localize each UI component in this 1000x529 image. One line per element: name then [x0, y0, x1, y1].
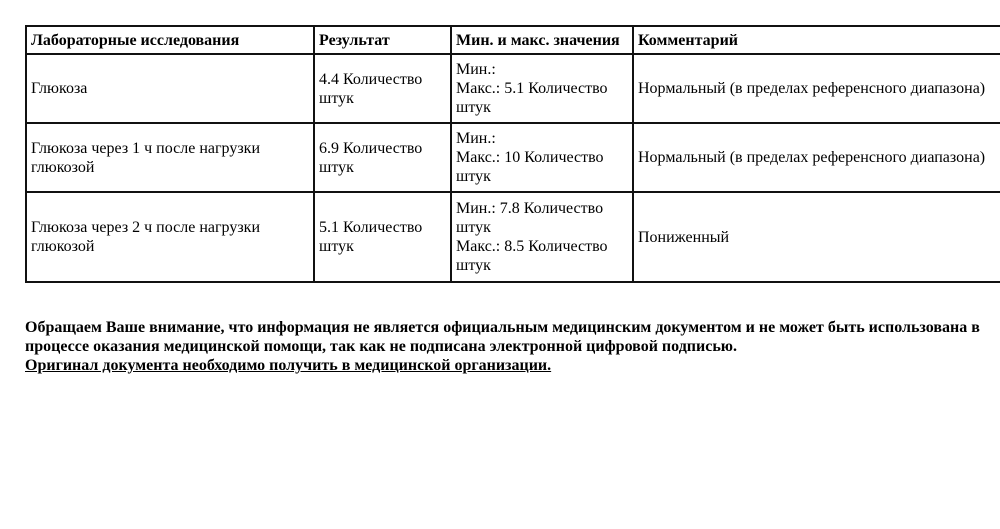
cell-test: Глюкоза через 1 ч после нагрузки глюкозой: [26, 123, 314, 192]
disclaimer-text: Обращаем Ваше внимание, что информация не является официальным медицинским документом и не может быть использована в процессе оказания медицинской помощи, так как не подписана электронной цифровой подписью.: [25, 319, 980, 355]
table-row: [26, 54, 1000, 123]
disclaimer-notice: [25, 318, 1000, 375]
header-result: Результат: [314, 26, 451, 54]
header-comment: Комментарий: [633, 26, 1000, 54]
header-min-max: Мин. и макс. значения: [451, 26, 633, 54]
cell-result: 5.1 Количество штук: [314, 192, 451, 282]
range-max: Макс.: 10 Количество штук: [456, 149, 604, 185]
range-min: Мин.:: [456, 61, 496, 78]
range-max: Макс.: 5.1 Количество штук: [456, 80, 608, 116]
cell-comment: Нормальный (в пределах референсного диапазона): [633, 123, 1000, 192]
table-header-row: [26, 26, 1000, 54]
range-min: Мин.: 7.8 Количество штук: [456, 200, 604, 236]
cell-range: [451, 192, 633, 282]
table-row: [26, 192, 1000, 282]
range-min: Мин.:: [456, 130, 496, 147]
cell-comment: Нормальный (в пределах референсного диапазона): [633, 54, 1000, 123]
cell-result: 6.9 Количество штук: [314, 123, 451, 192]
table-row: [26, 123, 1000, 192]
cell-comment: Пониженный: [633, 192, 1000, 282]
header-lab-tests: Лабораторные исследования: [26, 26, 314, 54]
range-max: Макс.: 8.5 Количество штук: [456, 238, 608, 274]
cell-test: Глюкоза через 2 ч после нагрузки глюкозой: [26, 192, 314, 282]
cell-test: Глюкоза: [26, 54, 314, 123]
cell-result: 4.4 Количество штук: [314, 54, 451, 123]
disclaimer-original-note: Оригинал документа необходимо получить в медицинской организации.: [25, 357, 552, 374]
lab-results-table: [25, 25, 1000, 283]
cell-range: [451, 123, 633, 192]
cell-range: [451, 54, 633, 123]
